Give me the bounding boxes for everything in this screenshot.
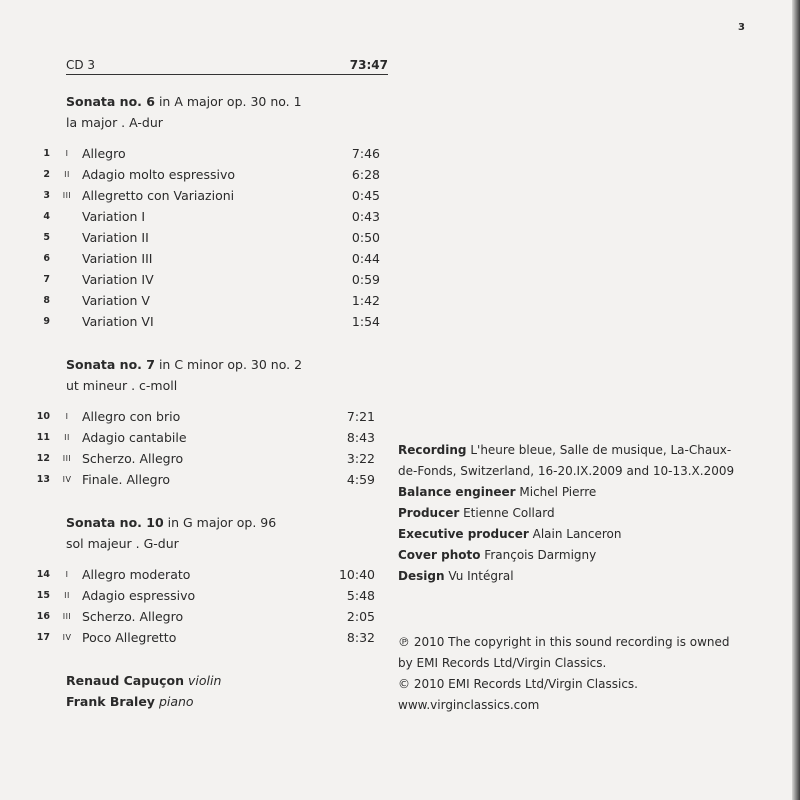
track-title: Variation IV xyxy=(82,272,154,287)
credit-value: Alain Lanceron xyxy=(532,527,622,541)
track-duration: 10:40 xyxy=(338,567,375,582)
track-row xyxy=(30,143,380,164)
track-row xyxy=(30,448,375,469)
track-title: Allegro moderato xyxy=(82,567,191,582)
track-number: 14 xyxy=(36,569,50,580)
performers xyxy=(66,670,221,712)
performer-role: piano xyxy=(158,694,194,709)
credit-label: Cover photo xyxy=(398,548,481,562)
track-row xyxy=(30,227,380,248)
movement-number: III xyxy=(62,612,72,621)
track-list xyxy=(30,564,375,648)
sonata-key-alt: ut mineur . c-moll xyxy=(66,378,178,393)
credit-label: Producer xyxy=(398,506,460,520)
track-title: Allegretto con Variazioni xyxy=(82,188,235,203)
track-title: Adagio molto espressivo xyxy=(82,167,236,182)
credit-cover-photo xyxy=(398,545,738,566)
credit-executive-producer xyxy=(398,524,738,545)
track-number: 6 xyxy=(43,253,50,264)
performer xyxy=(66,670,221,691)
sonata-heading xyxy=(66,512,276,554)
sonata-key-alt: la major . A-dur xyxy=(66,115,163,130)
sonata-key-alt: sol majeur . G-dur xyxy=(66,536,179,551)
track-duration: 0:50 xyxy=(351,230,380,245)
movement-number: II xyxy=(64,170,70,179)
track-row xyxy=(30,206,380,227)
sonata-title: Sonata no. 7 xyxy=(66,357,155,372)
track-number: 11 xyxy=(36,432,50,443)
track-row xyxy=(30,311,380,332)
track-title: Allegro xyxy=(82,146,126,161)
track-row xyxy=(30,606,375,627)
credit-design xyxy=(398,566,738,587)
track-row xyxy=(30,164,380,185)
track-duration: 0:59 xyxy=(351,272,380,287)
track-number: 3 xyxy=(43,190,50,201)
track-title: Poco Allegretto xyxy=(82,630,177,645)
sonata-title-line xyxy=(66,512,276,533)
credit-recording xyxy=(398,440,738,482)
credit-label: Executive producer xyxy=(398,527,529,541)
track-duration: 6:28 xyxy=(351,167,380,182)
performer-name: Renaud Capuçon xyxy=(66,673,184,688)
credit-value: François Darmigny xyxy=(484,548,597,562)
track-number: 7 xyxy=(43,274,50,285)
track-number: 9 xyxy=(43,316,50,327)
track-title: Allegro con brio xyxy=(82,409,181,424)
credit-label: Balance engineer xyxy=(398,485,516,499)
sonata-key: in A major op. 30 no. 1 xyxy=(154,94,302,109)
track-row xyxy=(30,427,375,448)
track-duration: 4:59 xyxy=(346,472,375,487)
movement-number: IV xyxy=(62,475,72,484)
movement-number: II xyxy=(64,591,70,600)
track-row xyxy=(30,564,375,585)
movement-number: III xyxy=(62,454,72,463)
track-number: 15 xyxy=(36,590,50,601)
credit-label: Design xyxy=(398,569,445,583)
track-duration: 0:44 xyxy=(351,251,380,266)
cd-label: CD 3 xyxy=(66,58,96,72)
track-number: 16 xyxy=(36,611,50,622)
sonata-title: Sonata no. 10 xyxy=(66,515,164,530)
sonata-title-line xyxy=(66,91,302,112)
performer xyxy=(66,691,221,712)
track-duration: 2:05 xyxy=(346,609,375,624)
performer-name: Frank Braley xyxy=(66,694,155,709)
movement-number: III xyxy=(62,191,72,200)
track-duration: 1:42 xyxy=(351,293,380,308)
performer-role: violin xyxy=(187,673,222,688)
credit-value: L'heure bleue, Salle de musique, La-Chaux-de-Fonds, Switzerland, 16-20.IX.2009 and 10-13.X.2009 xyxy=(398,443,735,478)
track-title: Scherzo. Allegro xyxy=(82,451,184,466)
sonata-key: in C minor op. 30 no. 2 xyxy=(154,357,303,372)
track-row xyxy=(30,185,380,206)
track-number: 8 xyxy=(43,295,50,306)
track-number: 12 xyxy=(36,453,50,464)
recording-credits xyxy=(398,440,738,587)
track-title: Finale. Allegro xyxy=(82,472,171,487)
page-edge-shadow xyxy=(792,0,800,800)
track-title: Scherzo. Allegro xyxy=(82,609,184,624)
credit-producer xyxy=(398,503,738,524)
copyright-notice xyxy=(398,632,738,716)
track-duration: 7:21 xyxy=(346,409,375,424)
credit-balance-engineer xyxy=(398,482,738,503)
track-title: Variation III xyxy=(82,251,153,266)
movement-number: I xyxy=(65,149,69,158)
track-duration: 3:22 xyxy=(346,451,375,466)
sonata-heading xyxy=(66,91,302,133)
track-duration: 0:45 xyxy=(351,188,380,203)
track-row xyxy=(30,627,375,648)
track-row xyxy=(30,290,380,311)
credit-value: Michel Pierre xyxy=(519,485,597,499)
track-list xyxy=(30,143,380,332)
track-duration: 5:48 xyxy=(346,588,375,603)
track-number: 5 xyxy=(43,232,50,243)
track-duration: 1:54 xyxy=(351,314,380,329)
cd-header xyxy=(66,58,388,75)
copyright-line: © 2010 EMI Records Ltd/Virgin Classics. xyxy=(398,677,638,691)
track-title: Variation VI xyxy=(82,314,154,329)
movement-number: I xyxy=(65,570,69,579)
track-title: Adagio cantabile xyxy=(82,430,187,445)
track-title: Variation II xyxy=(82,230,149,245)
track-list xyxy=(30,406,375,490)
track-duration: 8:43 xyxy=(346,430,375,445)
sonata-title: Sonata no. 6 xyxy=(66,94,155,109)
track-row xyxy=(30,269,380,290)
credit-value: Etienne Collard xyxy=(463,506,555,520)
movement-number: IV xyxy=(62,633,72,642)
track-row xyxy=(30,469,375,490)
track-title: Adagio espressivo xyxy=(82,588,196,603)
sonata-title-line xyxy=(66,354,302,375)
cd-total-duration: 73:47 xyxy=(349,58,388,72)
track-number: 13 xyxy=(36,474,50,485)
track-number: 17 xyxy=(36,632,50,643)
track-duration: 8:32 xyxy=(346,630,375,645)
track-number: 1 xyxy=(43,148,50,159)
track-row xyxy=(30,585,375,606)
website-url: www.virginclassics.com xyxy=(398,698,540,712)
track-title: Variation I xyxy=(82,209,146,224)
page-number: 3 xyxy=(738,22,745,33)
track-duration: 7:46 xyxy=(351,146,380,161)
track-number: 2 xyxy=(43,169,50,180)
phonographic-copyright: ℗ 2010 The copyright in this sound recording is owned by EMI Records Ltd/Virgin Classics. xyxy=(398,635,730,670)
track-number: 4 xyxy=(43,211,50,222)
track-row xyxy=(30,248,380,269)
movement-number: II xyxy=(64,433,70,442)
track-duration: 0:43 xyxy=(351,209,380,224)
track-number: 10 xyxy=(36,411,50,422)
sonata-heading xyxy=(66,354,302,396)
track-row xyxy=(30,406,375,427)
movement-number: I xyxy=(65,412,69,421)
sonata-key: in G major op. 96 xyxy=(163,515,277,530)
credit-value: Vu Intégral xyxy=(448,569,514,583)
track-title: Variation V xyxy=(82,293,150,308)
credit-label: Recording xyxy=(398,443,467,457)
